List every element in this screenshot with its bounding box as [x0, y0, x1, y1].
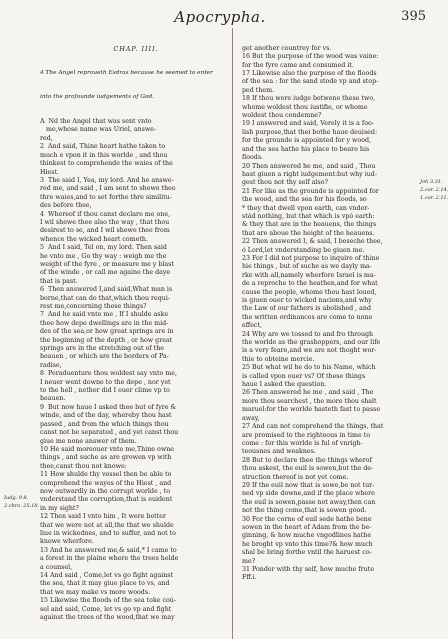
book-title: Apocrypha.: [174, 8, 266, 26]
text-line: hie things , but of suche as we dayly ma-: [242, 263, 372, 271]
left-column: [40, 28, 233, 639]
margin-note: 2.cor. 2.14.: [420, 187, 448, 193]
text-line: 7 And he said vnto me , If I shulde aske: [40, 311, 169, 319]
text-line: heauen.: [40, 395, 66, 403]
text-line: Hiest.: [40, 168, 59, 176]
text-line: 4 Whereof if thou canst declare me one,: [40, 210, 171, 218]
chapter-summary-line: 4 The Angel reproueth Esdras because he seemed to enter: [40, 70, 213, 77]
text-line: 2 And said, Thine heart hathe taken to: [40, 143, 166, 151]
text-line: that is past.: [40, 277, 78, 285]
text-line: red,: [40, 134, 53, 142]
text-line: much e vpon it in this worlde , and thou: [40, 151, 168, 159]
text-line: to the hell , nether did I euer clime vp to: [40, 387, 170, 395]
text-line: woldest thou condemne?: [242, 112, 322, 120]
text-line: the Law of our fathers is abolished , and: [242, 305, 372, 313]
text-line: is giuen ouer to wicked nacions,and why: [242, 297, 372, 304]
text-line: springs are in the stretching out of the: [40, 345, 165, 353]
text-line: 13 And he answered me,& said,* I came to: [40, 546, 177, 554]
text-line: desirest to se, and I wil shewe thee from: [40, 227, 170, 235]
page-number: 395: [401, 9, 426, 24]
chapter-summary-line: into the profounde iudgements of God.: [40, 94, 155, 101]
text-line: maruel:for the worlde hasteth fast to passe: [242, 406, 381, 414]
text-line: des of the sea,or how great springs are in: [40, 328, 174, 336]
text-line: thinkest to comprehende the waies of the: [40, 160, 173, 168]
text-line: shal be bring forthe vntil the haruest co-: [242, 549, 372, 557]
text-line: rke with all,namely wherfore Israel is ma-: [242, 271, 376, 279]
text-line: against the trees of the wood,that we may: [40, 614, 175, 622]
text-line: vnderstand the corruption,that is euident: [40, 496, 173, 504]
text-line: heauen , or which are the borders of Pa-: [40, 353, 169, 361]
text-line: whence the wicked heart cometh.: [40, 235, 148, 243]
text-line: is called vpon ouer vs? Of these things: [242, 372, 366, 380]
text-line: that are aboue the height of the heauens.: [242, 229, 375, 237]
text-line: the written ordinances are come to none: [242, 313, 373, 321]
text-line: for the grounde is appointed for y wood,: [242, 137, 372, 145]
text-line: the euil is sowen,passe not away,then can: [242, 498, 376, 506]
margin-note: 2.chro. 25.18.: [4, 503, 40, 509]
text-line: radise,: [40, 361, 62, 369]
text-line: and the sea hathe his place to beare his: [242, 145, 370, 153]
text-line: 24 Why are we tossed to and fro through: [242, 330, 374, 338]
text-line: get another countrey for vs.: [242, 44, 332, 52]
text-line: comprehend the wayes of the Hiest , and: [40, 479, 172, 487]
text-line: A Nd the Angel that was sent vnto: [40, 118, 152, 126]
text-line: I neuer went downe to the depe , nor yet: [40, 378, 171, 386]
text-line: giue me none answer of them.: [40, 437, 137, 445]
text-line: 12 Then said I vnto him , It were better: [40, 513, 166, 521]
text-line: 6 Then answered I,and said,What man is: [40, 286, 173, 294]
text-line: 31 Ponder with thy self, how muche frute: [242, 566, 375, 573]
text-line: des before thee,: [40, 202, 92, 210]
text-line: the sea, that it may giue place to vs, and: [40, 580, 170, 588]
text-line: of the sea : for the sand stode vp and stop-: [242, 78, 379, 86]
text-line: thie to obteine mercie.: [242, 355, 315, 363]
text-line: rest me,concerning these things?: [40, 303, 147, 310]
text-line: a counsel,: [40, 563, 73, 571]
text-line: I wil shewe thee also the way , that thou: [40, 218, 170, 226]
text-line: now outwardly in the corrupt worlde , to: [40, 487, 171, 495]
text-line: gest thou not thy self also?: [242, 179, 328, 187]
text-line: thee,canst thou not knowe:: [40, 462, 127, 470]
text-line: are promised to the righteous in time to: [242, 431, 371, 439]
text-line: 14 And said , Come,let vs go fight against: [40, 572, 174, 579]
text-line: liue in wickednes, and to suffer, and not to: [40, 529, 176, 537]
text-line: cause the people, whome thou hast loued,: [242, 288, 377, 296]
text-line: stád nothing, but that which is vpó earth:: [242, 212, 375, 220]
text-line: for the fyre came and consumed it.: [242, 61, 354, 69]
text-line: 8 Peraduenture thou woldest say vnto me,: [40, 370, 177, 378]
text-line: ó Lord,let vnderstanding be giuen me.: [242, 246, 365, 254]
text-line: red me, and said , I am sent to shewe thee: [40, 185, 176, 193]
text-line: that we may make vs more woods.: [40, 588, 151, 596]
text-line: lish purpose,that thei bothe haue deuised:: [242, 128, 378, 136]
text-line: de a reproche to the heathen,and for what: [242, 280, 378, 288]
text-line: that we were not at all,the that we shulde: [40, 521, 174, 529]
text-line: ginning, & how muche vngodlines hathe: [242, 532, 372, 540]
text-line: haue I asked the question.: [242, 381, 327, 389]
text-line: struction thereof is not yet come.: [242, 473, 349, 481]
margin-note: 1.cor. 2.11.: [420, 195, 448, 201]
right-text-body: [242, 45, 440, 583]
text-line: 30 For the corne of euil sede hathe bene: [242, 515, 372, 523]
text-line: 22 Then answered I, & said, I beseche thee,: [242, 238, 383, 246]
text-line: & they that are in the heauens, the things: [242, 221, 377, 229]
text-line: is a very feare,and we are not thoght wor-: [242, 347, 377, 355]
text-line: the worlde as the grashoppers, and our life: [242, 339, 381, 347]
text-line: he broght vp vnto this time?& how much: [242, 540, 373, 548]
text-line: thre waies,and to set forthe thre similitu-: [40, 193, 172, 201]
text-line: come : for this worlde is ful of vnrigh-: [242, 439, 363, 447]
text-line: passed , and from the which things thou: [40, 420, 169, 428]
text-line: whome woldest thou iustifie, or whome: [242, 103, 368, 111]
text-line: knowe wherfore.: [40, 538, 94, 546]
text-line: effect,: [242, 322, 262, 330]
text-line: he vnto me , Go thy way : weigh me the: [40, 252, 167, 260]
text-line: sel and said, Come, let vs go vp and fight: [40, 605, 172, 613]
text-line: thee how depe dwellings are in the mid-: [40, 319, 169, 327]
text-line: 17 Likewise also the purpose of the floods: [242, 70, 377, 78]
margin-note: Iudg. 9.8.: [4, 495, 29, 501]
text-line: ned vp side downe,and if the place where: [242, 490, 375, 498]
text-line: things , and suche as are growen vp with: [40, 454, 172, 462]
text-line: of the winde , or call me againe the daye: [40, 269, 171, 277]
text-line: 10 He said moreouer vnto me,Thine owne: [40, 445, 174, 453]
text-line: thou askest, the euil is sowen,but the de-: [242, 465, 374, 473]
text-line: 29 If the euil now that is sowe,be not tur-: [242, 481, 375, 489]
text-line: in my sight?: [40, 504, 79, 512]
text-line: 18 If thou were iudge betwene these two,: [242, 95, 376, 103]
text-line: 19 I answered and said, Verely it is a foo-: [242, 120, 374, 128]
text-line: me?: [242, 557, 256, 565]
text-line: 16 But the purpose of the wood was vaine:: [242, 53, 379, 61]
left-text-body: [40, 118, 232, 622]
text-line: the beginning of the depth , or how great: [40, 336, 173, 344]
text-line: 21 For like as the grounde is appointed for: [242, 187, 379, 195]
text-line: teousnes and weaknes.: [242, 448, 316, 456]
text-line: * they that dwell vpon earth, can vnder-: [242, 204, 370, 212]
text-line: hast giuen a right iudgement:but why iud-: [242, 170, 377, 178]
text-line: me,whose name was Uriel, answe-: [40, 126, 157, 134]
text-line: ped them.: [242, 86, 275, 94]
running-header: [0, 8, 440, 30]
text-line: more thou searchest , the more thou shalt: [242, 397, 377, 405]
text-line: not the thing come,that is sowen good.: [242, 507, 367, 515]
text-line: canst not be separated , and yet canst thou: [40, 429, 179, 437]
text-line: 26 Then answered he me , and said , The: [242, 389, 374, 397]
text-line: a forest in the plaine where the trees helde: [40, 555, 179, 563]
text-line: 11 How shulde thy vessel then be able to: [40, 471, 172, 479]
margin-note: Joh 3.31.: [420, 179, 443, 185]
text-line: away,: [242, 414, 260, 422]
text-line: 23 For I did not purpose to inquire of thine: [242, 254, 380, 262]
text-line: floods.: [242, 154, 264, 162]
text-line: 9 But now haue I asked thee but of fyre &: [40, 403, 177, 411]
text-line: 5 And I said, Tel on, my lord. Then said: [40, 244, 167, 252]
text-line: 20 Then answered he me, and said , Thou: [242, 162, 376, 170]
text-line: Fff.i.: [242, 574, 257, 582]
text-line: winde, and of the day, whereby thou hast: [40, 412, 172, 420]
text-line: the wood, and the sea for his floods, so: [242, 196, 367, 204]
chapter-heading: CHAP. IIII.: [113, 44, 159, 53]
text-line: 3 The said I, Yea, my lord. And he answe-: [40, 176, 174, 184]
text-line: 25 But what wil he do to his Name, which: [242, 364, 376, 372]
right-column: [242, 28, 440, 600]
text-line: 28 But to declare thee the things wherof: [242, 456, 372, 464]
text-line: borne,that can do that,which thou requi-: [40, 294, 170, 302]
text-line: 15 Likewise the floods of the sea toke coú-: [40, 597, 176, 605]
text-line: weight of the fyre , or measure me y blast: [40, 260, 174, 268]
text-line: sowen in the heart of Adam from the be-: [242, 523, 372, 531]
text-line: 27 And can not comprehend the things, that: [242, 423, 384, 431]
